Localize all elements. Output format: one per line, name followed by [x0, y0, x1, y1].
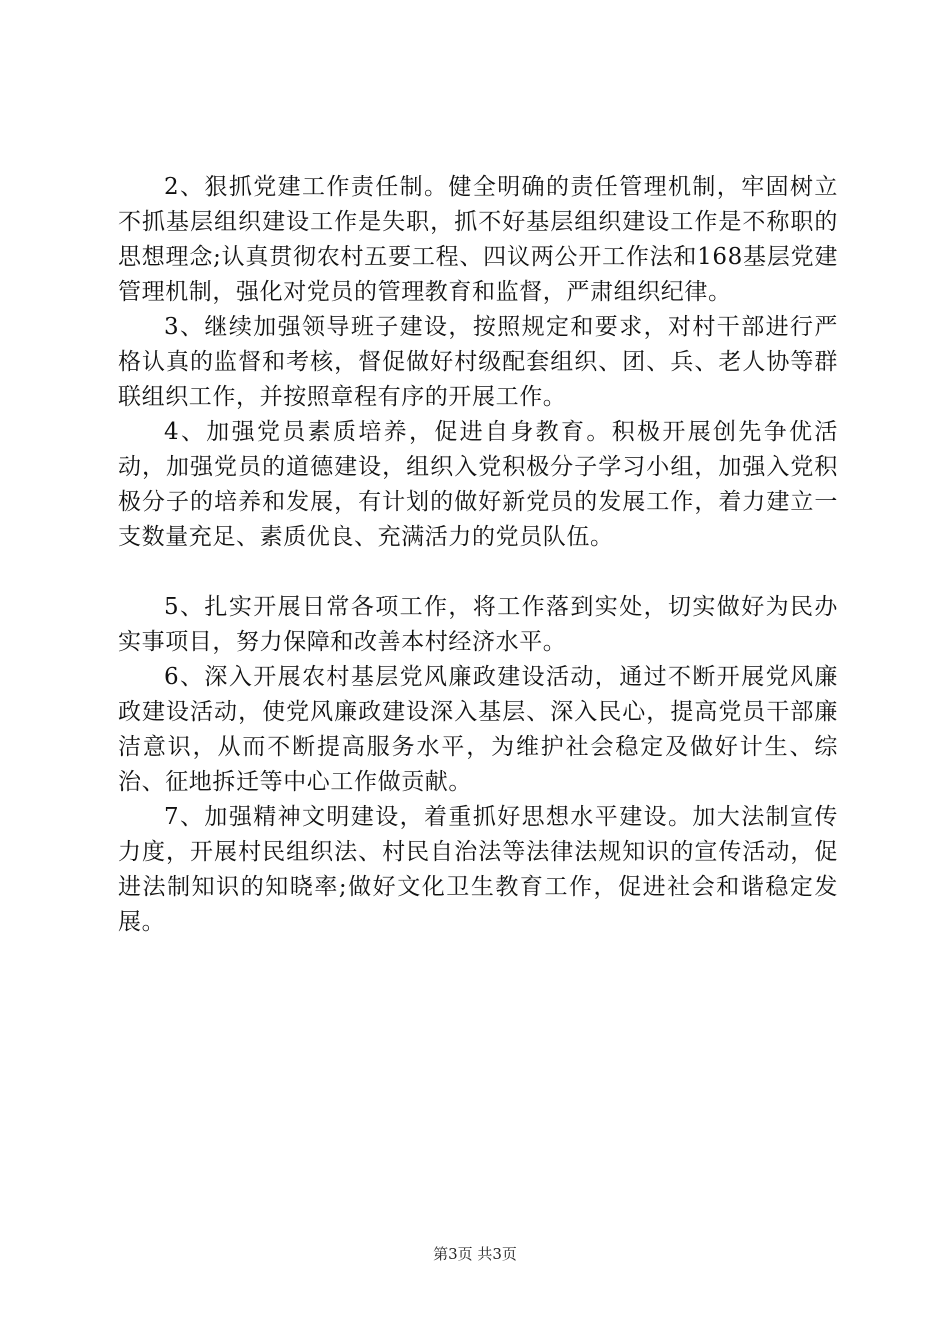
paragraph-7: 7、加强精神文明建设，着重抓好思想水平建设。加大法制宣传力度，开展村民组织法、村民自治法等法律法规知识的宣传活动，促进法制知识的知晓率;做好文化卫生教育工作，促进社会和谐稳定发展。: [118, 804, 838, 935]
paragraph-4: 4、加强党员素质培养，促进自身教育。积极开展创先争优活动，加强党员的道德建设，组织入党积极分子学习小组，加强入党积极分子的培养和发展，有计划的做好新党员的发展工作，着力建立一支数量充足、素质优良、充满活力的党员队伍。: [118, 419, 838, 550]
document-body: [118, 170, 838, 940]
paragraph-5: 5、扎实开展日常各项工作，将工作落到实处，切实做好为民办实事项目，努力保障和改善本村经济水平。: [118, 594, 838, 655]
paragraph-2: 2、狠抓党建工作责任制。健全明确的责任管理机制，牢固树立不抓基层组织建设工作是失职，抓不好基层组织建设工作是不称职的思想理念;认真贯彻农村五要工程、四议两公开工作法和168基层党建管理机制，强化对党员的管理教育和监督，严肃组织纪律。: [118, 174, 838, 305]
page-footer: 第3页 共3页: [433, 1245, 517, 1263]
paragraph-6: 6、深入开展农村基层党风廉政建设活动，通过不断开展党风廉政建设活动，使党风廉政建设深入基层、深入民心，提高党员干部廉洁意识，从而不断提高服务水平，为维护社会稳定及做好计生、综治、征地拆迁等中心工作做贡献。: [118, 664, 838, 795]
paragraph-3: 3、继续加强领导班子建设，按照规定和要求，对村干部进行严格认真的监督和考核，督促做好村级配套组织、团、兵、老人协等群联组织工作，并按照章程有序的开展工作。: [118, 314, 838, 410]
